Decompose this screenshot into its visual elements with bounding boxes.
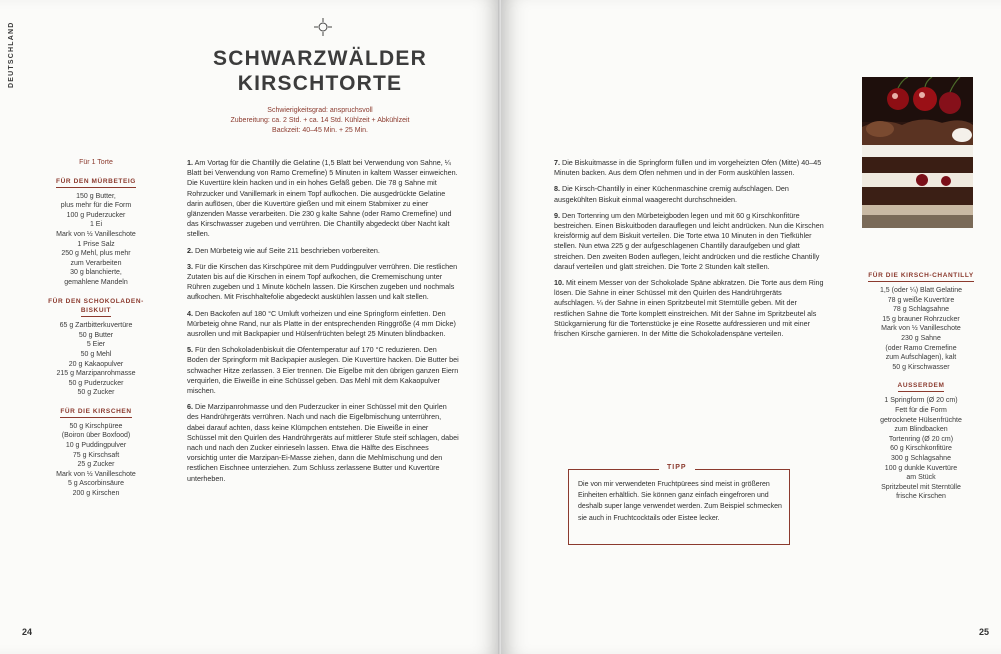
- ingredient-group-header: FÜR DIE KIRSCHEN: [60, 407, 131, 418]
- ingredient-line: zum Verarbeiten: [70, 259, 122, 267]
- ingredient-line: 1 Prise Salz: [77, 240, 115, 248]
- ingredient-line: 50 g Kirschwasser: [892, 363, 950, 371]
- ingredient-line: 10 g Puddingpulver: [65, 442, 127, 450]
- decorative-ornament-icon: [314, 18, 332, 36]
- ingredient-line: 50 g Kirschpüree: [69, 422, 123, 430]
- recipe-step: 3. Für die Kirschen das Kirschpüree mit dem Puddingpulver verrühren. Die restlichen Zutaten bis auf die Kirschen in einem Topf aufkochen, die Crememischung unter Rühren zugeben und 1 Minute köcheln lassen. Die Kirschen zugeben und nochmals aufkochen. Mit Frischhaltefolie abgedeckt auskühlen lassen und kalt stellen.: [187, 261, 458, 302]
- ingredient-line: 50 g Puderzucker: [68, 379, 124, 387]
- tip-title: TIPP: [659, 464, 695, 471]
- recipe-title-line2: KIRSCHTORTE: [237, 72, 403, 95]
- tip-box: [568, 464, 790, 545]
- steps-right: [554, 158, 824, 345]
- tip-text: Die von mir verwendeten Fruchtpürees sind meist in größeren Einheiten erhältlich. Sie können ganz einfach eingefroren und deshalb super lange verwendet werden. Zum Beispiel schmecken sie auch in Fruchtcocktails oder Eistee lecker.: [578, 481, 782, 522]
- ingredient-group-header: FÜR DIE KIRSCH-CHANTILLY: [868, 271, 974, 282]
- ingredient-line: zum Blindbacken: [894, 426, 948, 434]
- recipe-step: 5. Für den Schokoladenbiskuit die Ofentemperatur auf 170 °C reduzieren. Den Boden der Springform mit Backpapier auslegen. Die Kuvertüre hacken. Die Butter bei schwacher Hitze zerlassen. 3 Eier trennen. Die Eigelbe mit den übrigen ganzen Eiern verquirlen, die Eiweiße in eine Schüssel geben. Das Mehl mit dem Kakaopulver mischen.: [187, 345, 459, 396]
- ingredient-line: 200 g Kirschen: [72, 490, 120, 498]
- ingredient-line: Spritzbeutel mit Sterntülle: [881, 483, 961, 491]
- ingredient-line: 50 g Zucker: [77, 389, 115, 397]
- ingredient-group-header: FÜR DEN MÜRBETEIG: [56, 177, 136, 188]
- ingredient-group-header: FÜR DEN SCHOKOLADEN-: [48, 297, 144, 305]
- ingredient-line: getrocknete Hülsenfrüchte: [880, 416, 962, 424]
- bake-time: Backzeit: 40–45 Min. + 25 Min.: [272, 127, 368, 134]
- ingredient-line: 78 g Schlagsahne: [892, 306, 950, 314]
- ingredient-line: 230 g Sahne: [901, 334, 941, 342]
- recipe-title-line1: SCHWARZWÄLDER: [213, 47, 427, 70]
- ingredient-line: (oder Ramo Cremefine: [885, 344, 957, 352]
- ingredient-line: 1 Springform (Ø 20 cm): [884, 397, 958, 405]
- ingredient-line: frische Kirschen: [896, 493, 946, 501]
- recipe-step: 7. Die Biskuitmasse in die Springform füllen und im vorgeheizten Ofen (Mitte) 40–45 Minuten backen. Aus dem Ofen nehmen und in der Form auskühlen lassen.: [554, 158, 822, 178]
- recipe-step: 4. Den Backofen auf 180 °C Umluft vorheizen und eine Springform einfetten. Den Mürbeteig ohne Rand, nur als Platte in der entsprechenden Ringgröße (4 mm Dicke) ausrollen und mit Backpapier und Hülsenfrüchten belegt 25 Minuten blindbacken.: [187, 308, 456, 339]
- ingredient-line: 250 g Mehl, plus mehr: [61, 250, 131, 258]
- ingredient-line: 5 g Ascorbinsäure: [67, 480, 125, 488]
- ingredient-line: 1 Ei: [89, 221, 103, 229]
- ingredient-line: 78 g weiße Kuvertüre: [887, 296, 955, 304]
- left-page: [0, 0, 500, 654]
- ingredient-line: 60 g Kirschkonfitüre: [890, 445, 952, 453]
- steps-left: [187, 158, 459, 490]
- ingredient-line: 300 g Schlagsahne: [891, 454, 951, 462]
- recipe-title: [195, 46, 445, 96]
- recipe-step: 6. Die Marzipanrohmasse und den Puderzucker in einer Schüssel mit den Quirlen des Handrührgeräts verrühren. Nach und nach die Eigelbmischung unterrühren, dabei darauf achten, dass keine Klümpchen entstehen. Die Eiweiße in einer Schüssel mit den Quirlen des Handrührgeräts auf mittlerer Stufe steif schlagen, dabei nach und nach den Zucker einrieseln lassen. Etwa die Hälfte des Eischnees vorsichtig unter die Marzipan-Ei-Masse ziehen, dann die Mehlmischung und den restlichen Eischnee unterziehen. Zum Schluss zerlassene Butter und Kuvertüre unterheben.: [187, 402, 459, 483]
- ingredient-line: 20 g Kakaopulver: [68, 360, 124, 368]
- recipe-step: 2. Den Mürbeteig wie auf Seite 211 beschrieben vorbereiten.: [187, 245, 380, 255]
- difficulty: Schwierigkeitsgrad: anspruchsvoll: [267, 107, 373, 114]
- ingredient-line: 50 g Mehl: [80, 350, 112, 358]
- ingredient-line: 75 g Kirschsaft: [72, 451, 120, 459]
- ingredient-line: gemahlene Mandeln: [64, 278, 128, 286]
- page-number-right: 25: [979, 627, 990, 637]
- section-tab-label: DEUTSCHLAND: [8, 21, 15, 88]
- ingredients-left: [42, 158, 150, 499]
- ingredient-line: zum Aufschlagen), kalt: [885, 354, 957, 362]
- ingredient-line: 215 g Marzipanrohmasse: [56, 370, 136, 378]
- ingredient-line: 50 g Butter: [78, 331, 114, 339]
- cake-photo: [862, 77, 973, 228]
- ingredient-line: 30 g blanchierte,: [70, 269, 122, 277]
- ingredient-line: Tortenring (Ø 20 cm): [888, 435, 954, 443]
- recipe-step: 8. Die Kirsch-Chantilly in einer Küchenmaschine cremig aufschlagen. Den ausgekühlten Biskuit einmal waagerecht durchschneiden.: [554, 184, 789, 204]
- ingredient-group-header-cont: BISKUIT: [81, 306, 111, 317]
- ingredient-line: 5 Eier: [86, 341, 106, 349]
- ingredient-line: am Stück: [906, 474, 936, 482]
- page-number-left: 24: [22, 627, 33, 637]
- recipe-meta: [175, 106, 465, 136]
- ingredient-line: Mark von ½ Vanilleschote: [56, 470, 136, 478]
- ingredients-right: [858, 262, 984, 502]
- recipe-step: 9. Den Tortenring um den Mürbeteigboden legen und mit 60 g Kirschkonfitüre bestreichen. Einen Biskuitboden darauflegen und leicht andrücken. Nun die Kirschen kreisförmig auf dem Biskuit verteilen. Die Torte etwa 10 Minuten in den Tiefkühler stellen. Nun etwa 225 g der aufgeschlagenen Chantilly daraufgeben und glatt streichen. Den zweiten Boden auflegen, leicht andrücken und die restliche Chantilly darauf verteilen und glatt streichen. Die Torte 2 Stunden kalt stellen.: [554, 210, 824, 271]
- ingredient-line: (Boiron über Boxfood): [61, 432, 131, 440]
- ingredient-line: Mark von ½ Vanilleschote: [881, 325, 961, 333]
- ingredient-line: 100 g Puderzucker: [66, 211, 126, 219]
- recipe-step: 10. Mit einem Messer von der Schokolade Späne abkratzen. Die Torte aus dem Ring lösen. Die Sahne in einer Schüssel mit den Quirlen des Handrührgeräts aufschlagen. ¼ der Sahne in einen Spritzbeutel mit Sterntülle geben. Mit der restlichen Sahne die Torte komplett einstreichen. Mit der Sahne im Spritzbeutel als Stückgarnierung für die Tortenstücke je eine Rosette aufdressieren und mit einer frischen Kirsche garnieren. In der Mitte die Schokoladenspäne verteilen.: [554, 278, 824, 339]
- ingredient-line: Fett für die Form: [895, 406, 947, 414]
- recipe-step: 1. Am Vortag für die Chantilly die Gelatine (1,5 Blatt bei Verwendung von Sahne, ¼ Blatt bei Verwendung von Ramo Cremefine) 5 Minuten in kaltem Wasser einweichen. Die Kuvertüre klein hacken und in ein hohes Gefäß geben. Die 78 g Sahne mit Rohrzucker und Vanillemark in einem Topf aufkochen. Die ausgedrückte Gelatine darin auflösen, über die Kuvertüre gießen und mit einem Stabmixer zu einer glänzenden Masse verarbeiten. Die 230 g kalte Sahne (oder Ramo Cremefine) und das Kirschwasser zugeben und verrühren. Die Chantilly abgedeckt über Nacht kalt stellen.: [187, 158, 458, 239]
- ingredient-group-header: AUSSERDEM: [898, 381, 945, 392]
- ingredient-line: Mark von ½ Vanilleschote: [56, 230, 136, 238]
- ingredient-line: plus mehr für die Form: [60, 202, 132, 210]
- prep-time: Zubereitung: ca. 2 Std. + ca. 14 Std. Kühlzeit + Abkühlzeit: [230, 117, 410, 124]
- ingredient-line: 100 g dunkle Kuvertüre: [884, 464, 958, 472]
- servings: Für 1 Torte: [79, 159, 113, 166]
- ingredient-line: 65 g Zartbitterkuvertüre: [59, 322, 133, 330]
- section-tab: [6, 8, 22, 94]
- ingredient-line: 25 g Zucker: [77, 461, 115, 469]
- ingredient-line: 15 g brauner Rohrzucker: [882, 315, 960, 323]
- ingredient-line: 1,5 (oder ¼) Blatt Gelatine: [879, 287, 963, 294]
- ingredient-line: 150 g Butter,: [76, 192, 116, 200]
